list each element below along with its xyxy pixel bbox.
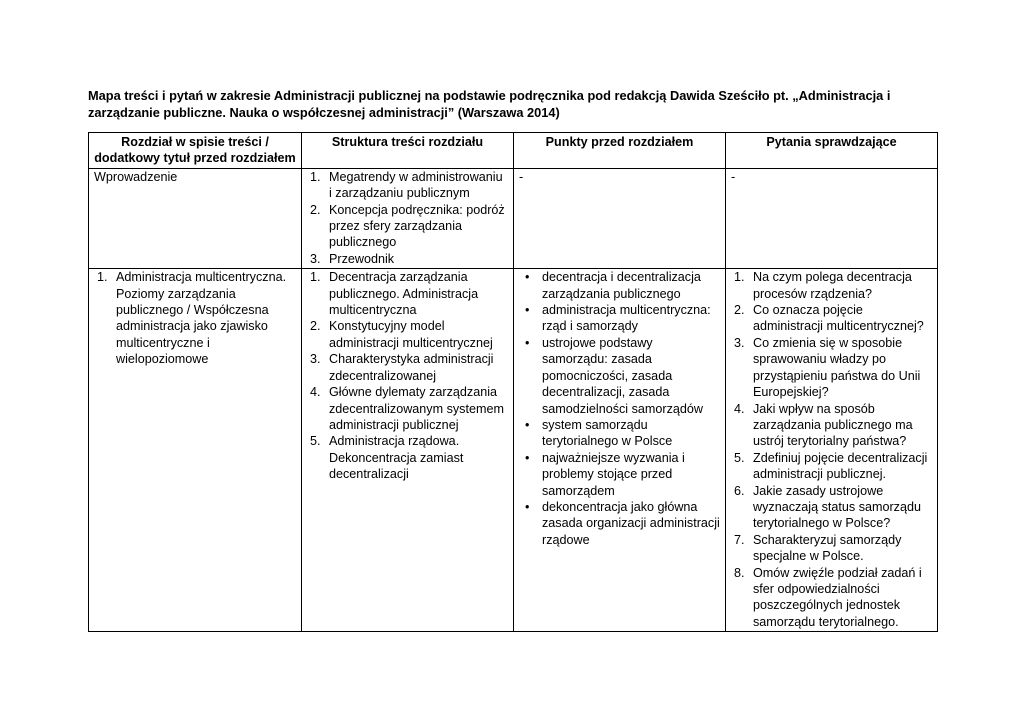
list-item: • decentracja i decentralizacja zarządzania publicznego: [525, 270, 701, 301]
list-item: 1. Decentracja zarządzania publicznego. Administracja multicentryczna: [310, 270, 479, 318]
structure-cell: [302, 269, 514, 632]
bullet-icon: •: [525, 450, 530, 465]
list-item: 3. Co zmienia się w sposobie sprawowaniu władzy po przystąpieniu państwa do Unii Europejskiej?: [734, 335, 921, 400]
chapter-cell: Wprowadzenie: [89, 168, 302, 268]
bullet-icon: •: [525, 499, 530, 514]
bullet-icon: •: [525, 270, 530, 285]
chapter-list: [94, 269, 296, 367]
content-map-table: [88, 132, 938, 632]
points-cell: -: [514, 168, 726, 268]
list-item: • dekoncentracja jako główna zasada organizacji administracji rządowe: [525, 499, 720, 547]
bullet-icon: •: [525, 417, 530, 432]
table-row: [89, 269, 938, 632]
list-item: 2. Konstytucyjny model administracji multicentrycznej: [310, 319, 493, 350]
list-item: 8. Omów zwięźle podział zadań i sfer odpowiedzialności poszczególnych jednostek samorządu terytorialnego.: [734, 565, 922, 629]
structure-cell: [302, 168, 514, 268]
list-item: 5. Zdefiniuj pojęcie decentralizacji administracji publicznej.: [734, 450, 928, 482]
list-item: • ustrojowe podstawy samorządu: zasada pomocniczości, zasada decentralizacji, zasada samodzielności samorządów: [525, 335, 703, 416]
points-list: [519, 269, 720, 548]
header-questions: Pytania sprawdzające: [726, 133, 938, 169]
questions-list: [731, 269, 932, 630]
questions-cell: -: [726, 168, 938, 268]
points-cell: [514, 269, 726, 632]
list-item: 3. Charakterystyka administracji zdecentralizowanej: [310, 352, 494, 383]
list-item: 1. Megatrendy w administrowaniu i zarządzaniu publicznym: [310, 169, 503, 201]
header-structure: Struktura treści rozdziału: [302, 133, 514, 169]
list-item: 4. Jaki wpływ na sposób zarządzania publicznego ma ustrój terytorialny państwa?: [734, 401, 913, 449]
table-row: [89, 168, 938, 268]
chapter-cell: [89, 269, 302, 632]
list-item: 4. Główne dylematy zarządzania zdecentralizowanym systemem administracji publicznej: [310, 385, 504, 432]
list-item: 2. Koncepcja podręcznika: podróż przez sfery zarządzania publicznego: [310, 202, 505, 250]
list-item: 5. Administracja rządowa. Dekoncentracja zamiast decentralizacji: [310, 434, 464, 482]
bullet-icon: •: [525, 303, 530, 318]
structure-list: [307, 269, 508, 482]
list-item: 1. Na czym polega decentracja procesów rządzenia?: [734, 270, 912, 301]
list-item: • administracja multicentryczna: rząd i samorządy: [525, 303, 711, 334]
list-item: 7. Scharakteryzuj samorządy specjalne w Polsce.: [734, 532, 902, 564]
questions-cell: [726, 269, 938, 632]
header-chapter: Rozdział w spisie treści / dodatkowy tytuł przed rozdziałem: [89, 133, 302, 169]
list-item: • najważniejsze wyzwania i problemy stojące przed samorządem: [525, 450, 685, 498]
list-item: 6. Jakie zasady ustrojowe wyznaczają status samorządu terytorialnego w Polsce?: [734, 483, 921, 531]
list-item: 2. Co oznacza pojęcie administracji multicentrycznej?: [734, 303, 924, 334]
header-points: Punkty przed rozdziałem: [514, 133, 726, 169]
table-header-row: [89, 133, 938, 169]
list-item: 1. Administracja multicentryczna. Poziomy zarządzania publicznego / Współczesna administracja jako zjawisko multicentryczne i wielopoziomowe: [97, 270, 287, 367]
document-title: Mapa treści i pytań w zakresie Administracji publicznej na podstawie podręcznika pod redakcją Dawida Sześciło pt. „Administracja i zarządzanie publiczne. Nauka o współczesnej administracji” (Warszawa 2014): [88, 88, 891, 120]
list-item: • system samorządu terytorialnego w Polsce: [525, 417, 673, 449]
structure-list: [307, 169, 508, 267]
list-item: 3. Przewodnik: [310, 251, 395, 266]
bullet-icon: •: [525, 335, 530, 350]
